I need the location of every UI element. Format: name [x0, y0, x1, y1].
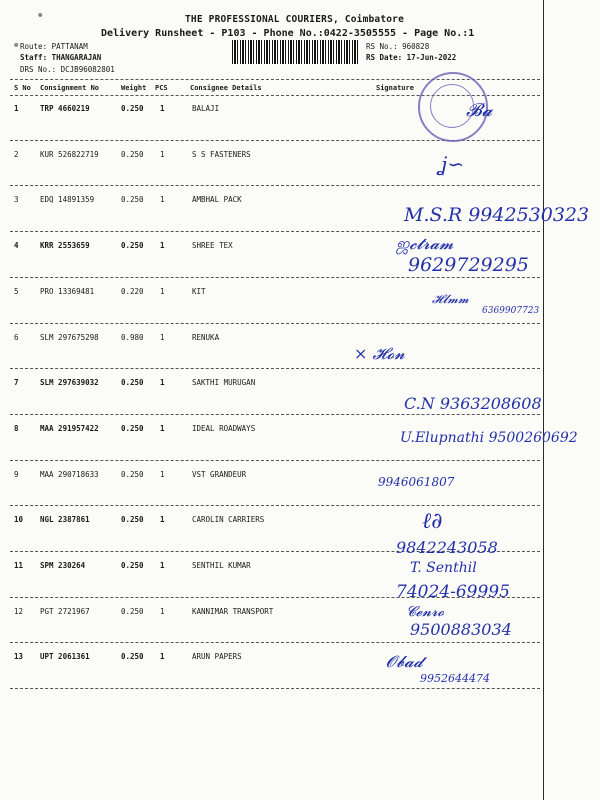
- col-sno: S No: [14, 84, 31, 92]
- row-sno: 4: [14, 241, 19, 251]
- row-weight: 0.250: [121, 561, 144, 570]
- signature-1: 𝓑𝓪: [466, 100, 493, 121]
- row-divider: [10, 460, 540, 461]
- row-weight: 0.250: [121, 423, 144, 433]
- row-pcs: 1: [160, 241, 165, 251]
- barcode: [232, 40, 360, 64]
- row-pcs: 1: [160, 332, 165, 342]
- row-divider: [10, 185, 540, 186]
- row-pcs: 1: [160, 149, 165, 159]
- col-signature: Signature: [376, 84, 414, 92]
- row-consignment-no: SLM 297675298: [40, 332, 99, 342]
- row-consignee: ARUN PAPERS: [192, 652, 242, 662]
- row-sno: 10: [14, 515, 24, 525]
- row-pcs: 1: [160, 561, 165, 570]
- row-pcs: 1: [160, 606, 165, 616]
- row-weight: 0.250: [121, 378, 144, 388]
- row-divider: [10, 277, 540, 278]
- row-weight: 0.250: [121, 241, 144, 251]
- row-sno: 2: [14, 149, 19, 159]
- row-divider: [10, 368, 540, 369]
- row-pcs: 1: [160, 104, 165, 113]
- row-divider: [10, 231, 540, 232]
- signature-5: 𝓗𝓵𝓶𝓶: [432, 292, 469, 306]
- row-pcs: 1: [160, 515, 165, 525]
- signature-10: ℓ∂: [422, 509, 443, 534]
- row-consignment-no: SPM 230264: [40, 561, 86, 570]
- row-sno: 12: [14, 606, 24, 616]
- row-weight: 0.250: [121, 606, 144, 616]
- row-sno: 1: [14, 104, 19, 113]
- row-weight: 0.980: [121, 332, 144, 342]
- rs-number: RS No.: 960828: [366, 42, 430, 51]
- row-consignment-no: PRO 13369481: [40, 286, 95, 296]
- row-consignee: VST GRANDEUR: [192, 469, 247, 479]
- col-weight: Weight: [121, 84, 147, 92]
- row-sno: 7: [14, 378, 19, 388]
- row-weight: 0.250: [121, 515, 144, 525]
- row-sno: 6: [14, 332, 19, 342]
- handwritten-name-8: T. Senthil: [410, 560, 477, 576]
- row-consignee: AMBHAL PACK: [192, 195, 242, 205]
- col-consignee: Consignee Details: [190, 84, 262, 92]
- row-consignee: BALAJI: [192, 104, 220, 113]
- signature-12: 𝓒𝓮𝓷𝓻𝓸: [406, 604, 445, 620]
- row-divider: [10, 414, 540, 415]
- handwritten-phone-1: M.S.R 9942530323: [404, 204, 590, 226]
- row-consignment-no: MAA 291957422: [40, 423, 99, 433]
- row-consignee: S S FASTENERS: [192, 149, 251, 159]
- row-weight: 0.250: [121, 149, 144, 159]
- row-divider: [10, 505, 540, 506]
- page-edge-line: [543, 0, 544, 800]
- drs-number: DRS No.: DCJB96082801: [20, 65, 115, 74]
- signature-2: ʝ∽: [440, 152, 465, 176]
- row-weight: 0.250: [121, 469, 144, 479]
- row-pcs: 1: [160, 286, 165, 296]
- col-pcs: PCS: [155, 84, 168, 92]
- row-weight: 0.250: [121, 195, 144, 205]
- row-consignee: SHREE TEX: [192, 241, 233, 251]
- row-weight: 0.220: [121, 286, 144, 296]
- row-pcs: 1: [160, 469, 165, 479]
- row-pcs: 1: [160, 195, 165, 205]
- col-consignment: Consignment No: [40, 84, 100, 92]
- row-consignment-no: NGL 2387861: [40, 515, 90, 525]
- row-consignee: CAROLIN CARRIERS: [192, 515, 265, 525]
- row-sno: 9: [14, 469, 19, 479]
- row-consignment-no: SLM 297639032: [40, 378, 99, 388]
- row-consignment-no: TRP 4660219: [40, 104, 90, 113]
- row-weight: 0.250: [121, 652, 144, 662]
- row-pcs: 1: [160, 652, 165, 662]
- row-sno: 13: [14, 652, 24, 662]
- handwritten-phone-9: 74024-69995: [396, 582, 510, 602]
- row-sno: 3: [14, 195, 19, 205]
- handwritten-phone-10: 9500883034: [410, 620, 512, 639]
- row-divider: [10, 323, 540, 324]
- signature-13: 𝓞𝓫𝓪𝓭: [386, 652, 423, 671]
- handwritten-phone-4: C.N 9363208608: [404, 394, 542, 413]
- handwritten-phone-6: 9946061807: [378, 475, 455, 489]
- company-title: THE PROFESSIONAL COURIERS, Coimbatore: [185, 14, 405, 25]
- row-consignment-no: UPT 2061361: [40, 652, 90, 662]
- row-sno: 11: [14, 561, 24, 570]
- row-sno: 8: [14, 423, 19, 433]
- row-consignment-no: KUR 526822719: [40, 149, 99, 159]
- staff-label: Staff: THANGARAJAN: [20, 53, 102, 62]
- row-consignee: SAKTHI MURUGAN: [192, 378, 256, 388]
- handwritten-phone-5: U.Elupnathi 9500260692: [400, 430, 578, 446]
- row-consignee: IDEAL ROADWAYS: [192, 423, 256, 433]
- row-consignment-no: PGT 2721967: [40, 606, 90, 616]
- row-consignment-no: EDQ 14891359: [40, 195, 95, 205]
- signature-6: × 𝓗𝓸𝓷: [354, 344, 405, 363]
- handwritten-phone-3: 6369907723: [482, 306, 540, 316]
- row-pcs: 1: [160, 423, 165, 433]
- row-pcs: 1: [160, 378, 165, 388]
- row-sno: 5: [14, 286, 19, 296]
- row-divider: [10, 642, 540, 643]
- rs-date: RS Date: 17-Jun-2022: [366, 53, 457, 62]
- row-consignee: SENTHIL KUMAR: [192, 561, 251, 570]
- row-consignee: RENUKA: [192, 332, 220, 342]
- row-consignee: KANNIMAR TRANSPORT: [192, 606, 274, 616]
- handwritten-phone-11: 9952644474: [420, 672, 490, 685]
- row-divider: [10, 688, 540, 689]
- row-weight: 0.250: [121, 104, 144, 113]
- handwritten-phone-7: 9842243058: [396, 538, 498, 557]
- row-consignment-no: KRR 2553659: [40, 241, 90, 251]
- handwritten-phone-2: 9629729295: [408, 254, 529, 276]
- scan-mark: •: [12, 38, 21, 54]
- signature-4: ஜ𝓬𝓽𝓻𝓪𝓶: [396, 234, 454, 253]
- runsheet-title: Delivery Runsheet - P103 - Phone No.:0422-3505555 - Page No.:1: [101, 28, 475, 39]
- scan-mark: •: [36, 8, 45, 24]
- route-label: Route: PATTANAM: [20, 42, 88, 51]
- row-consignee: KIT: [192, 286, 206, 296]
- row-consignment-no: MAA 290718633: [40, 469, 99, 479]
